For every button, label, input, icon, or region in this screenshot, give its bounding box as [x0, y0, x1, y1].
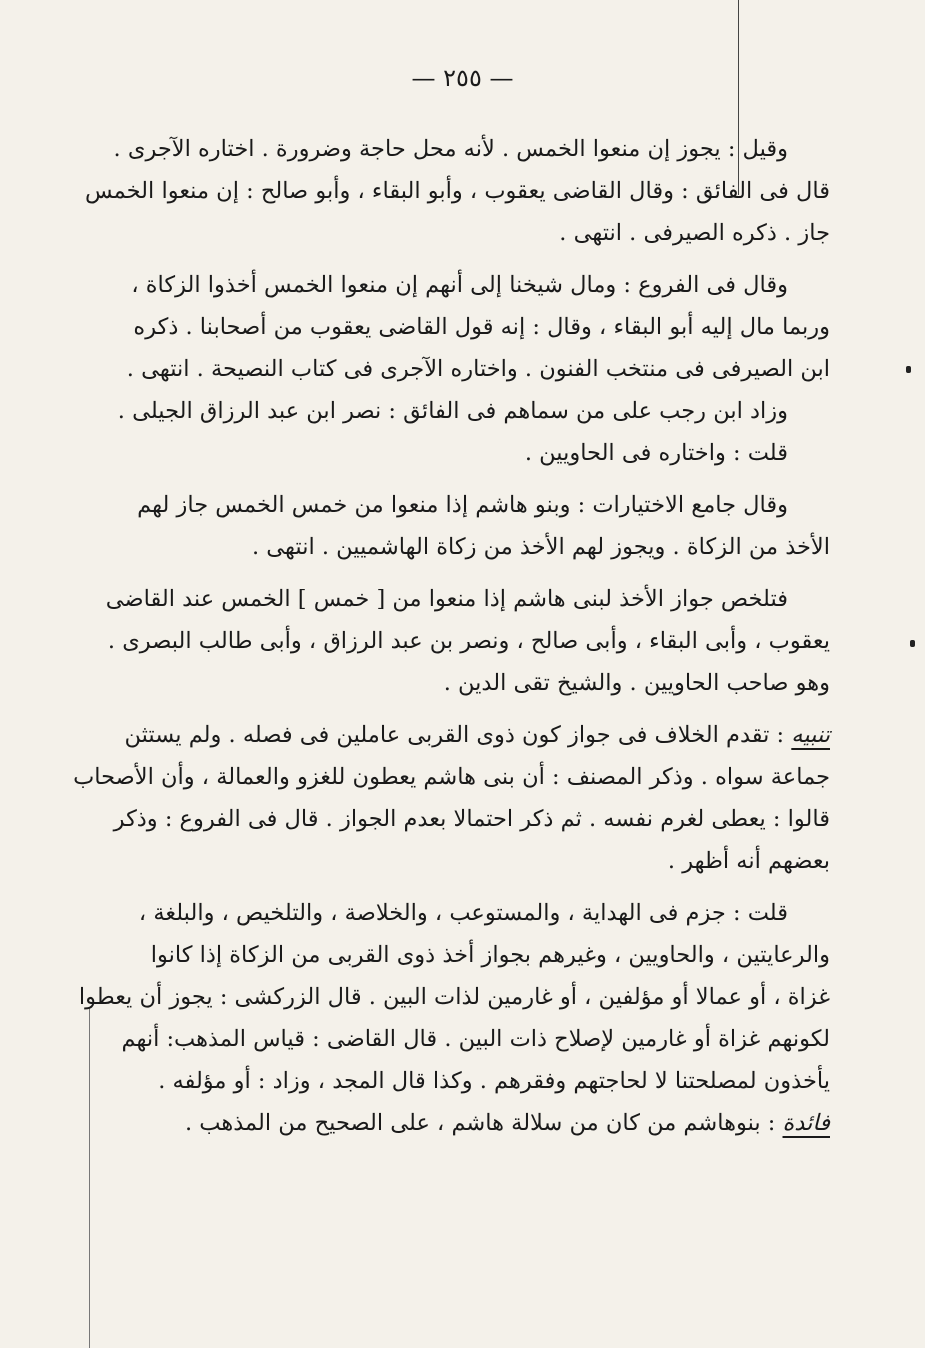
text-line: يعقوب ، وأبى البقاء ، وأبى صالح ، ونصر بن عبد الرزاق ، وأبى طالب البصرى . — [107, 628, 830, 654]
text-line: قلت : واختاره فى الحاويين . — [524, 440, 788, 466]
paragraph — [78, 892, 830, 1102]
text-line: جماعة سواه . وذكر المصنف : أن بنى هاشم يعطون للغزو والعمالة ، وأن الأصحاب — [73, 764, 830, 790]
text-line: وقال فى الفروع : ومال شيخنا إلى أنهم إن منعوا الخمس أخذوا الزكاة ، — [131, 272, 788, 298]
text-line: جاز . ذكره الصيرفى . انتهى . — [559, 220, 830, 246]
text-line: وهو صاحب الحاويين . والشيخ تقى الدين . — [443, 670, 830, 696]
page-text — [73, 128, 830, 1144]
ink-mark — [906, 366, 911, 373]
paragraph — [137, 484, 830, 568]
text-line: ابن الصيرفى فى منتخب الفنون . واختاره الآجرى فى كتاب النصيحة . انتهى . — [126, 356, 830, 382]
ink-mark — [910, 640, 915, 647]
text-line: وقال جامع الاختيارات : وبنو هاشم إذا منعوا من خمس الخمس جاز لهم — [137, 492, 788, 518]
benefit-term: فائدة — [782, 1110, 830, 1136]
paragraph — [84, 128, 830, 254]
text-line: يأخذون لمصلحتنا لا لحاجتهم وفقرهم . وكذا قال المجد ، وزاد : أو مؤلفه . — [158, 1068, 830, 1094]
paragraph — [117, 264, 830, 474]
text-line: فتلخص جواز الأخذ لبنى هاشم إذا منعوا من [ خمس ] الخمس عند القاضى — [105, 586, 788, 612]
paragraph-note — [73, 714, 830, 882]
text-line: قلت : جزم فى الهداية ، والمستوعب ، والخلاصة ، والتلخيص ، والبلغة ، — [138, 900, 788, 926]
text-line: بعضهم أنه أظهر . — [667, 848, 830, 874]
paragraph — [105, 578, 830, 704]
text-line: لكونهم غزاة أو غارمين لإصلاح ذات البين . قال القاضى : قياس المذهب: أنهم — [121, 1026, 830, 1052]
text-line: فائدة : بنوهاشم من كان من سلالة هاشم ، على الصحيح من المذهب . — [184, 1110, 830, 1136]
margin-rule-left — [89, 1008, 90, 1348]
text-line: وزاد ابن رجب على من سماهم فى الفائق : نصر ابن عبد الرزاق الجيلى . — [117, 398, 788, 424]
text-line: والرعايتين ، والحاويين ، وغيرهم بجواز أخذ ذوى القربى من الزكاة إذا كانوا — [150, 942, 830, 968]
note-term: تنبيه — [791, 722, 830, 748]
text-line: وربما مال إليه أبو البقاء ، وقال : إنه قول القاضى يعقوب من أصحابنا . ذكره — [133, 314, 830, 340]
text-line: الأخذ من الزكاة . ويجوز لهم الأخذ من زكاة الهاشميين . انتهى . — [251, 534, 830, 560]
text-line: غزاة ، أو عمالا أو مؤلفين ، أو غارمين لذات البين . قال الزركشى : يجوز أن يعطوا — [78, 984, 830, 1010]
text-line: قال فى الفائق : وقال القاضى يعقوب ، وأبو البقاء ، وأبو صالح : إن منعوا الخمس — [84, 178, 830, 204]
paragraph-benefit — [170, 1102, 830, 1144]
text-line: وقيل : يجوز إن منعوا الخمس . لأنه محل حاجة وضرورة . اختاره الآجرى . — [113, 136, 788, 162]
text-line: قالوا : يعطى لغرم نفسه . ثم ذكر احتمالا بعدم الجواز . قال فى الفروع : وذكر — [113, 806, 830, 832]
page-number: — ٢٥٥ — — [411, 64, 514, 92]
text-line: تنبيه : تقدم الخلاف فى جواز كون ذوى القربى عاملين فى فصله . ولم يستثن — [124, 722, 830, 748]
